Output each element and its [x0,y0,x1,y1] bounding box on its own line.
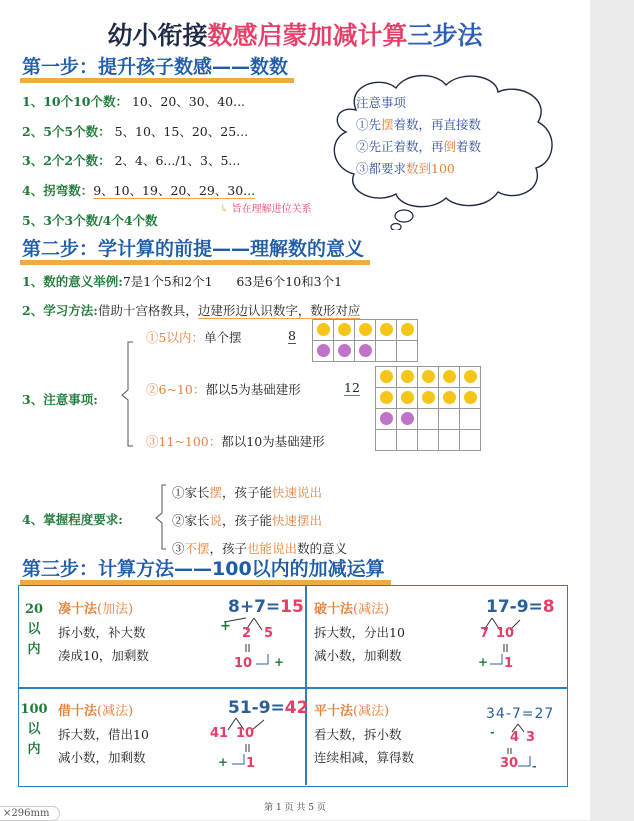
req-1: ①家长摆，孩子能快速说出 [172,485,323,500]
req-2: ②家长说，孩子能快速摆出 [172,513,323,528]
step1-item-1: 1、10个10个数： 10、20、30、40... [22,94,246,109]
brace-4 [152,483,172,553]
page-size-indicator[interactable]: ×296mm [0,806,60,821]
step1-item-2: 2、5个5个数： 5、10、15、20、25... [22,124,249,139]
svg-text:-: - [490,726,495,739]
step2-item-4-label: 4、掌握程度要求: [22,512,123,527]
method-pingshi: 平十法(减法) 看大数，拆小数 连续相减，算得数 [314,704,415,765]
poshi-d3: 1 [504,656,514,671]
step3-heading: 第三步：计算方法——100以内的加减运算 [20,558,391,585]
eq-poshi: 17-9=8 [486,597,555,617]
coushi-d1: 2 [242,626,252,641]
row2-label: 100 以 内 [20,702,48,757]
sub-2: ②6~10：都以5为基础建形 [146,382,301,397]
method-poshi: 破十法(减法) 拆大数，分出10 减小数，加剩数 [314,602,405,663]
jieshi-d1: 41 [210,726,229,741]
brace-3 [118,340,138,450]
step2-item-2: 2、学习方法:借助十宫格教具，边建形边认识数字，数形对应 [22,303,361,318]
svg-text:+: + [478,655,489,669]
sub-2-number: 12 [344,380,360,395]
pingshi-d3: 30 [500,756,519,771]
coushi-d3: 10 [234,656,253,671]
svg-text:-: - [532,760,537,773]
step2-heading: 第二步：学计算的前提——理解数的意义 [20,238,370,265]
table-divider-h [18,687,567,689]
row1-label: 20 以 内 [24,602,44,657]
viewer-sidebar[interactable] [590,0,634,820]
sub-1: ①5以内：单个摆 [146,330,242,345]
step1-hint: ↳ 旨在理解进位关系 [220,204,312,215]
note-content: 注意事项 ①先摆着数，再直接数 ②先正着数，再倒着数 ③都要求数到100 [356,95,482,176]
step2-item-1: 1、数的意义举例:7是1个5和2个1 63是6个10和3个1 [22,274,343,289]
page-title: 幼小衔接数感启蒙加减计算三步法 [107,21,483,50]
table-divider-v [305,585,307,785]
ten-frame-8 [312,319,418,362]
step1-item-4: 4、拐弯数：9、10、19、20、29、30... [22,183,256,198]
pingshi-d2: 3 [526,730,536,745]
method-coushi: 凑十法(加法) 拆小数，补大数 凑成10，加剩数 [58,602,149,663]
step1-item-3: 3、2个2个数： 2、4、6.../1、3、5... [22,153,241,168]
sub-3: ③11~100：都以10为基础建形 [146,434,325,449]
jieshi-d3: 1 [246,756,256,771]
page-footer: 第 1 页 共 5 页 [264,803,326,813]
coushi-d2: 5 [264,626,274,641]
poshi-d1: 7 [480,626,490,641]
svg-text:+: + [218,755,229,769]
req-3: ③不摆，孩子也能说出数的意义 [172,541,348,556]
svg-text:+: + [274,655,285,669]
step1-heading: 第一步：提升孩子数感——数数 [20,56,294,83]
eq-pingshi: 34-7=27 [486,706,555,722]
method-jieshi: 借十法(减法) 拆大数，借出10 减小数，加剩数 [58,704,149,765]
pingshi-d1: 4 [510,730,520,745]
step2-item-3-label: 3、注意事项: [22,392,98,407]
decomp-coushi [216,616,306,674]
eq-jieshi: 51-9=42 [228,698,309,718]
svg-text:+: + [220,619,231,634]
sub-1-number: 8 [288,328,296,343]
poshi-d2: 10 [496,626,515,641]
step1-item-5: 5、3个3个数/4个4个数 [22,213,158,228]
jieshi-d2: 10 [236,726,255,741]
decomp-poshi [474,616,564,674]
note-cloud [326,70,558,200]
eq-coushi: 8+7=15 [228,597,304,617]
decomp-pingshi [488,722,558,776]
ten-frame-12 [375,366,481,451]
